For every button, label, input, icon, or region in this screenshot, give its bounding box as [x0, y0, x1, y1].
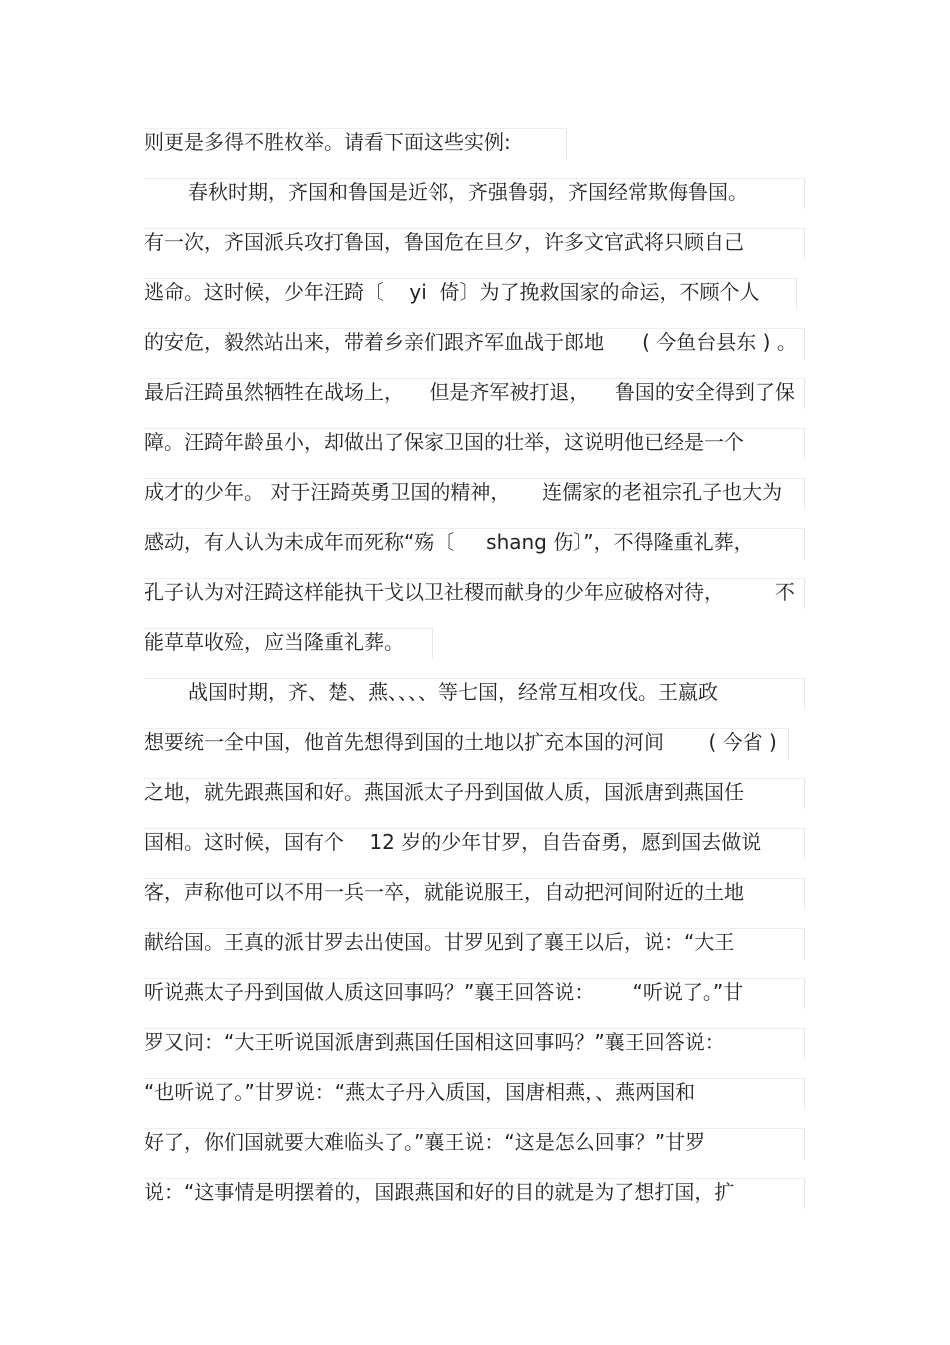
text-line: 则更是多得不胜枚举。请看下面这些实例: — [144, 130, 511, 154]
text-line: 的安危，毅然站出来，带着乡亲们跟齐军血战于郎地 ( 今鱼台县东 ) 。 — [144, 330, 797, 354]
text-line: 献给国。王真的派甘罗去出使国。甘罗见到了襄王以后，说：“大王 — [144, 930, 735, 954]
paragraph-first-line: 战国时期，齐、楚、燕、、、、等七国，经常互相攻伐。王嬴政 — [188, 680, 718, 704]
text-line: 说：“这事情是明摆着的，国跟燕国和好的目的就是为了想打国，扩 — [144, 1180, 735, 1204]
text-line: 有一次，齐国派兵攻打鲁国，鲁国危在旦夕，许多文官武将只顾自己 — [144, 230, 744, 254]
text-line: 听说燕太子丹到国做人质这回事吗？”襄王回答说： “听说了。”甘 — [144, 980, 744, 1004]
text-line: 好了，你们国就要大难临头了。”襄王说：“这是怎么回事？”甘罗 — [144, 1130, 706, 1154]
text-line: 感动，有人认为未成年而死称“殇〔 shang 伤〕”，不得隆重礼葬， — [144, 530, 754, 554]
text-line: 能草草收殓，应当隆重礼葬。 — [144, 630, 404, 654]
text-line: 想要统一全中国，他首先想得到国的土地以扩充本国的河间 ( 今省 ) — [144, 730, 777, 754]
text-line: 最后汪踦虽然牺牲在战场上， 但是齐军被打退， 鲁国的安全得到了保 — [144, 380, 795, 404]
text-line: 之地，就先跟燕国和好。燕国派太子丹到国做人质，国派唐到燕国任 — [144, 780, 744, 804]
text-line: 罗又问：“大王听说国派唐到燕国任国相这回事吗？”襄王回答说： — [144, 1030, 725, 1054]
text-line: 成才的少年。 对于汪踦英勇卫国的精神， 连儒家的老祖宗孔子也大为 — [144, 480, 783, 504]
text-line: 孔子认为对汪踦这样能执干戈以卫社稷而献身的少年应破格对待， 不 — [144, 580, 795, 604]
text-line: “也听说了。”甘罗说：“燕太子丹入质国，国唐相燕，、燕两国和 — [144, 1080, 696, 1104]
text-line: 客，声称他可以不用一兵一卒，就能说服王，自动把河间附近的土地 — [144, 880, 744, 904]
text-line: 逃命。这时候，少年汪踦〔 yi 倚〕为了挽救国家的命运，不顾个人 — [144, 280, 760, 304]
text-line: 障。汪踦年龄虽小，却做出了保家卫国的壮举，这说明他已经是一个 — [144, 430, 744, 454]
paragraph-first-line: 春秋时期，齐国和鲁国是近邻，齐强鲁弱，齐国经常欺侮鲁国。 — [188, 180, 748, 204]
text-line: 国相。这时候，国有个 12 岁的少年甘罗，自告奋勇，愿到国去做说 — [144, 830, 762, 854]
